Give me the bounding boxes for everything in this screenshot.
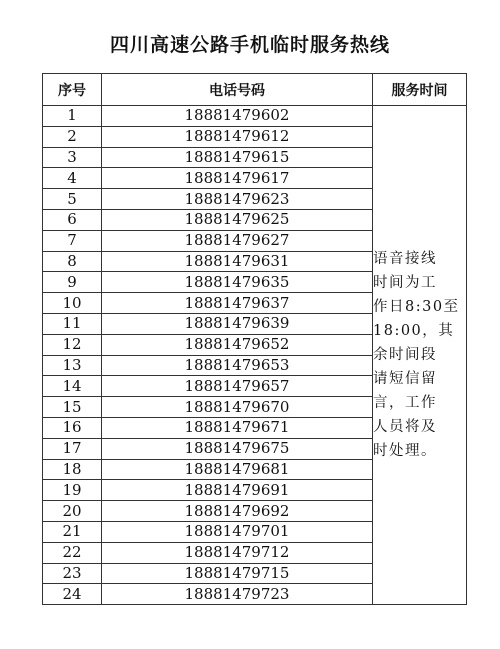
row-seq: 1 xyxy=(43,106,102,127)
row-phone: 18881479692 xyxy=(102,501,373,522)
hotline-table xyxy=(42,73,467,605)
row-seq: 21 xyxy=(43,521,102,542)
row-seq: 8 xyxy=(43,251,102,272)
row-phone: 18881479701 xyxy=(102,521,373,542)
row-seq: 23 xyxy=(43,563,102,584)
row-phone: 18881479602 xyxy=(102,106,373,127)
row-seq: 3 xyxy=(43,147,102,168)
header-service-time: 服务时间 xyxy=(373,74,467,106)
row-seq: 16 xyxy=(43,417,102,438)
row-phone: 18881479637 xyxy=(102,293,373,314)
row-seq: 17 xyxy=(43,438,102,459)
header-row xyxy=(43,74,467,106)
row-seq: 22 xyxy=(43,542,102,563)
row-seq: 11 xyxy=(43,313,102,334)
service-note-line: 语音接线 xyxy=(373,251,437,268)
row-seq: 10 xyxy=(43,293,102,314)
row-phone: 18881479627 xyxy=(102,230,373,251)
row-seq: 18 xyxy=(43,459,102,480)
service-note-line: 时间为工 xyxy=(373,275,437,292)
row-seq: 13 xyxy=(43,355,102,376)
row-phone: 18881479671 xyxy=(102,417,373,438)
header-seq: 序号 xyxy=(43,74,102,106)
row-phone: 18881479631 xyxy=(102,251,373,272)
row-phone: 18881479635 xyxy=(102,272,373,293)
row-phone: 18881479652 xyxy=(102,334,373,355)
row-phone: 18881479657 xyxy=(102,376,373,397)
row-seq: 14 xyxy=(43,376,102,397)
row-phone: 18881479653 xyxy=(102,355,373,376)
row-seq: 2 xyxy=(43,126,102,147)
row-phone: 18881479715 xyxy=(102,563,373,584)
row-phone: 18881479723 xyxy=(102,584,373,605)
row-phone: 18881479623 xyxy=(102,189,373,210)
row-seq: 15 xyxy=(43,397,102,418)
service-note-line: 请短信留 xyxy=(373,371,437,388)
row-phone: 18881479681 xyxy=(102,459,373,480)
header-phone: 电话号码 xyxy=(102,74,373,106)
row-phone: 18881479675 xyxy=(102,438,373,459)
row-phone: 18881479712 xyxy=(102,542,373,563)
service-note-line: 作日8:30至 xyxy=(373,299,460,316)
row-seq: 4 xyxy=(43,168,102,189)
service-time-note xyxy=(373,106,467,605)
table-body xyxy=(43,106,467,605)
row-phone: 18881479639 xyxy=(102,313,373,334)
row-phone: 18881479670 xyxy=(102,397,373,418)
row-seq: 12 xyxy=(43,334,102,355)
row-seq: 7 xyxy=(43,230,102,251)
row-phone: 18881479615 xyxy=(102,147,373,168)
service-note-line: 余时间段 xyxy=(373,347,437,364)
table-row xyxy=(43,106,467,127)
service-note-line: 18:00，其 xyxy=(373,323,455,340)
row-seq: 24 xyxy=(43,584,102,605)
row-phone: 18881479691 xyxy=(102,480,373,501)
row-seq: 20 xyxy=(43,501,102,522)
service-note-line: 时处理。 xyxy=(373,443,437,460)
service-note-line: 言，工作 xyxy=(373,395,437,412)
document-title: 四川高速公路手机临时服务热线 xyxy=(109,34,390,56)
row-phone: 18881479617 xyxy=(102,168,373,189)
row-seq: 5 xyxy=(43,189,102,210)
row-seq: 19 xyxy=(43,480,102,501)
row-phone: 18881479612 xyxy=(102,126,373,147)
row-seq: 6 xyxy=(43,209,102,230)
row-seq: 9 xyxy=(43,272,102,293)
row-phone: 18881479625 xyxy=(102,209,373,230)
service-note-line: 人员将及 xyxy=(373,419,437,436)
